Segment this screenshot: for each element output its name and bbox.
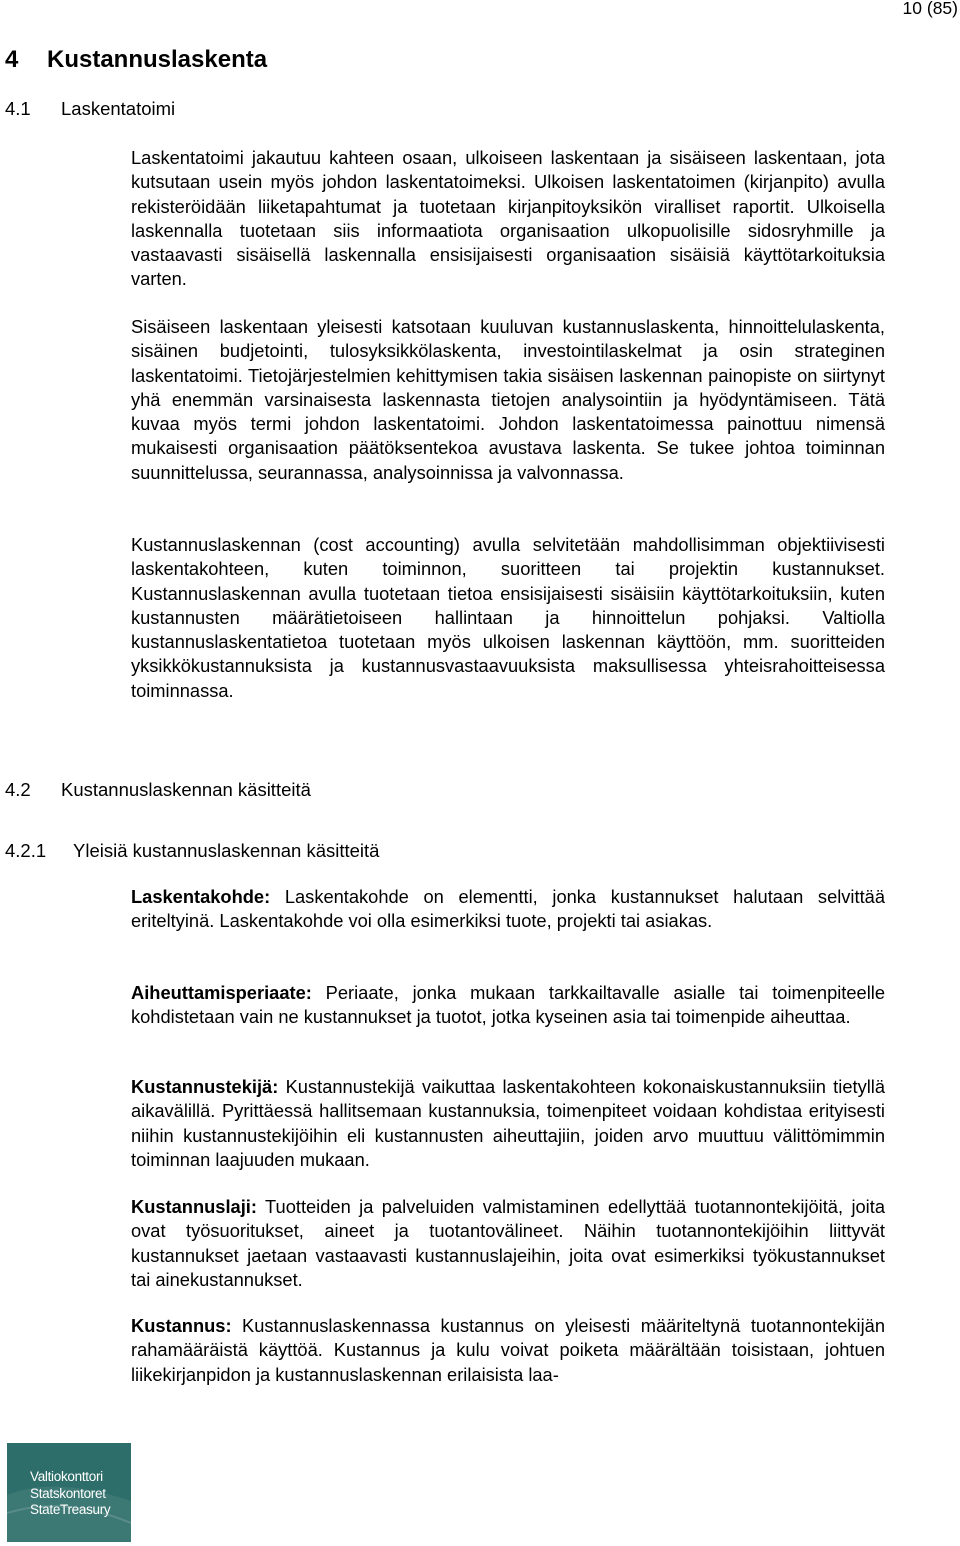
definition-term: Laskentakohde: [131, 886, 271, 907]
definition-aiheuttamisperiaate [131, 981, 885, 1030]
definition-kustannustekija [131, 1075, 885, 1172]
subsection-number: 4.2.1 [5, 840, 47, 861]
definition-term: Kustannustekijä: [131, 1076, 279, 1097]
definition-laskentakohde [131, 885, 885, 934]
chapter-number: 4 [5, 46, 19, 73]
definition-text: Tuotteiden ja palveluiden valmistaminen edellyttää tuotannontekijöitä, joita ovat työsuoritukset, aineet ja tuotantovälineet. Näihin tuotannontekijöihin liittyvät kustannukset jaetaan vastaavasti kustannuslajeihin, joita ovat esimerkiksi työkustannukset tai ainekustannukset. [131, 1196, 885, 1290]
definition-kustannuslaji [131, 1195, 885, 1292]
subsection-title: Yleisiä kustannuslaskennan käsitteitä [73, 840, 380, 861]
chapter-title: Kustannuslaskenta [47, 46, 268, 73]
section-heading-4-1 [5, 98, 175, 120]
logo-line-en: StateTreasury [30, 1502, 111, 1517]
section-title: Laskentatoimi [61, 98, 176, 119]
valtiokonttori-logo [7, 1443, 131, 1542]
logo-line-sv: Statskontoret [30, 1485, 106, 1501]
section-title: Kustannuslaskennan käsitteitä [61, 779, 311, 800]
definition-text: Kustannustekijä vaikuttaa laskentakohteen kokonaiskustannuksiin tietyllä aikavälillä. Pyrittäessä hallitsemaan kustannuksia, toimenpiteet voidaan kohdistaa erityisesti niihin kustannustekijöihin eli kustannusten aiheuttajiin, joiden arvo muuttuu välittömimmin toiminnan laajuuden mukaan. [131, 1076, 885, 1170]
section-number: 4.1 [5, 98, 31, 119]
section-heading-4-2 [5, 779, 311, 801]
subsection-heading-4-2-1 [5, 840, 379, 862]
paragraph-laskentatoimi-2: Sisäiseen laskentaan yleisesti katsotaan kuuluvan kustannuslaskenta, hinnoittelulaskenta, sisäinen budjetointi, tulosyksikkölaskenta, investointilaskelmat ja osin strateginen laskentatoimi. Tietojärjestelmien kehittymisen takia sisäisen laskennan painopiste on siirtynyt yhä enemmän varsinaisesta laskennasta tietojen analysointiin ja hyödyntämiseen. Tätä kuvaa myös termi johdon laskentatoimi. Johdon laskentatoimessa painottuu nimensä mukaisesti organisaation päätöksentekoa avustava laskenta. Se tukee johtoa toiminnan suunnittelussa, seurannassa, analysoinnissa ja valvonnassa. [131, 316, 885, 483]
definition-kustannus [131, 1314, 885, 1387]
definition-term: Kustannuslaji: [131, 1196, 257, 1217]
logo-line-fi: Valtiokonttori [30, 1469, 103, 1484]
definition-text: Periaate, jonka mukaan tarkkailtavalle asialle tai toimenpiteelle kohdistetaan vain ne kustannukset ja tuotot, jotka kyseinen asia tai toimenpide aiheuttaa. [131, 982, 885, 1028]
definition-text: Kustannuslaskennassa kustannus on yleisesti määriteltynä tuotannontekijän rahamääräistä käyttöä. Kustannus ja kulu voivat poiketa määrältään toisistaan, johtuen liikekirjanpidon ja kustannuslaskennan erilaisista laa- [131, 1315, 885, 1385]
page-number: 10 (85) [902, 0, 958, 18]
paragraph-laskentatoimi-1: Laskentatoimi jakautuu kahteen osaan, ulkoiseen laskentaan ja sisäiseen laskentaan, jota kutsutaan usein myös johdon laskentatoimeksi. Ulkoisen laskentatoimen (kirjanpito) avulla rekisteröidään liiketapahtumat ja tuotetaan kirjanpitoyksikön viralliset raportit. Ulkoisella laskennalla tuotetaan siis informaatiota organisaation ulkopuolisille sidosryhmille ja vastaavasti sisäisellä laskennalla ensisijaisesti organisaation sisäisiä käyttötarkoituksia varten. [131, 147, 885, 290]
definition-term: Aiheuttamisperiaate: [131, 982, 312, 1003]
definition-term: Kustannus: [131, 1315, 232, 1336]
section-number: 4.2 [5, 779, 31, 800]
chapter-heading [5, 46, 267, 74]
logo-text [30, 1469, 110, 1519]
paragraph-laskentatoimi-3: Kustannuslaskennan (cost accounting) avulla selvitetään mahdollisimman objektiivisesti laskentakohteen, kuten toiminnon, suoritteen tai projektin kustannukset. Kustannuslaskennan avulla tuotetaan tietoa ensisijaisesti sisäisiin käyttötarkoituksiin, kuten kustannusten määrätietoiseen hallintaan ja hinnoittelun pohjaksi. Valtiolla kustannuslaskentatietoa tuotetaan myös ulkoisen laskennan käyttöön, mm. suoritteiden yksikkökustannuksista ja kustannusvastaavuuksista maksullisessa yhteisrahoitteisessa toiminnassa. [131, 534, 885, 701]
definition-text: Laskentakohde on elementti, jonka kustannukset halutaan selvittää eriteltyinä. Laskentakohde voi olla esimerkiksi tuote, projekti tai asiakas. [131, 886, 885, 932]
